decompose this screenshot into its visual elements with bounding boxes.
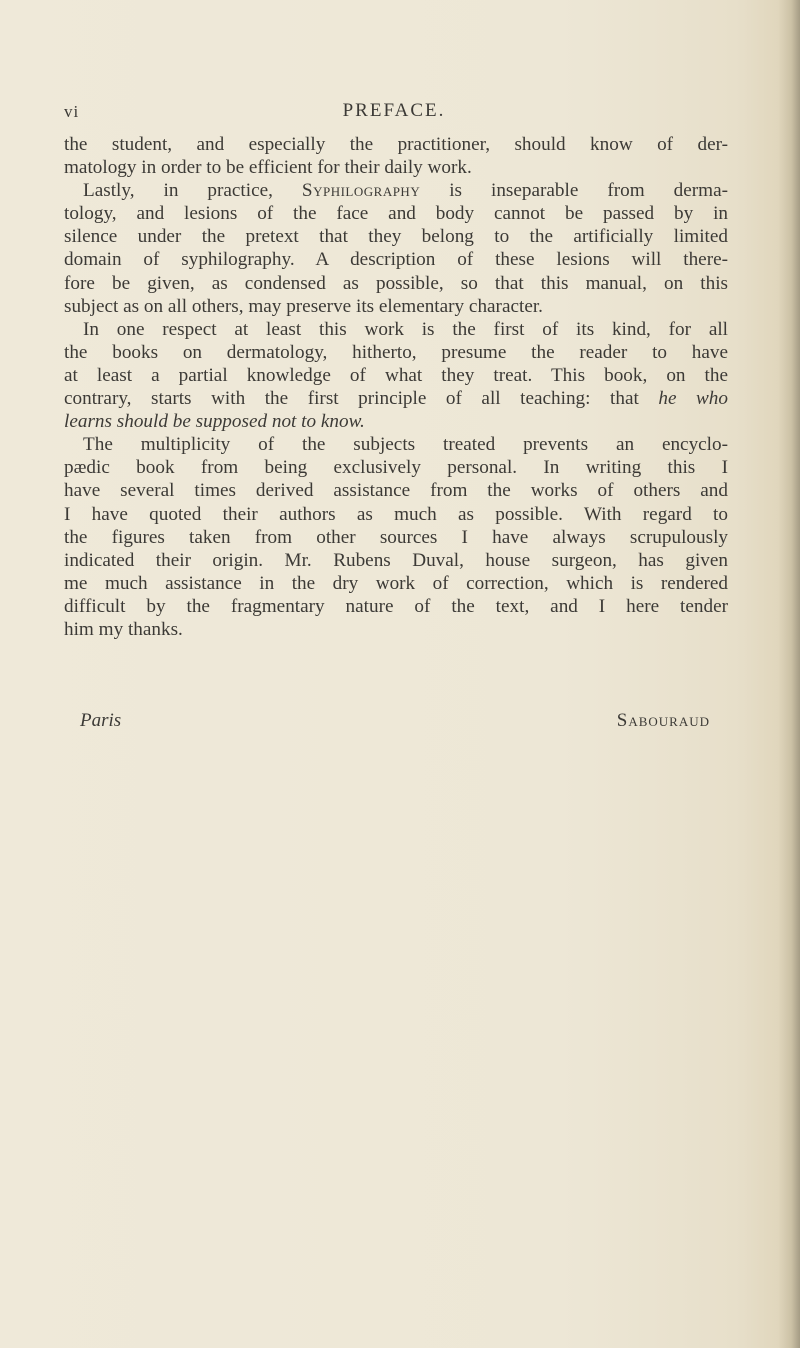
italic-phrase: he who <box>658 388 728 410</box>
text-line: him my thanks. <box>64 618 183 640</box>
text-line <box>64 387 728 410</box>
page-number: vi <box>64 102 80 121</box>
page-gutter-shadow <box>778 0 800 1348</box>
text-line: at least a partial knowledge of what they treat. This book, on the <box>64 364 728 386</box>
text-line: silence under the pretext that they belong to the artificially limited <box>64 226 728 248</box>
text-line: the books on dermatology, hitherto, presume the reader to have <box>64 341 728 363</box>
text-segment: is inseparable from derma- <box>420 180 728 202</box>
text-line: matology in order to be efficient for their daily work. <box>64 157 472 179</box>
page-header <box>64 100 724 130</box>
text-line: subject as on all others, may preserve its elementary character. <box>64 295 543 317</box>
text-line: indicated their origin. Mr. Rubens Duval, house surgeon, has given <box>64 549 728 571</box>
text-line: me much assistance in the dry work of correction, which is rendered <box>64 572 728 594</box>
italic-phrase: learns should be supposed not to know. <box>64 411 365 433</box>
text-line: difficult by the fragmentary nature of the text, and I here tender <box>64 595 728 617</box>
text-line: The multiplicity of the subjects treated prevents an encyclo- <box>83 434 728 456</box>
preface-text <box>64 133 728 641</box>
text-line: domain of syphilography. A description of these lesions will there- <box>64 249 728 271</box>
text-line: have several times derived assistance from the works of others and <box>64 480 728 502</box>
text-line: pædic book from being exclusively personal. In writing this I <box>64 457 728 479</box>
text-line <box>64 179 728 202</box>
text-line: fore be given, as condensed as possible, so that this manual, on this <box>64 272 728 294</box>
text-line: the figures taken from other sources I have always scrupulously <box>64 526 728 548</box>
text-line: In one respect at least this work is the first of its kind, for all <box>83 318 728 340</box>
text-line <box>64 410 728 433</box>
text-segment: Lastly, in practice, <box>83 180 302 202</box>
small-caps-term: Syphilography <box>301 180 421 202</box>
text-line: the student, and especially the practitioner, should know of der- <box>64 134 728 155</box>
signoff <box>80 710 710 736</box>
text-segment: contrary, starts with the first principle of all teaching: that <box>64 388 659 410</box>
text-line: tology, and lesions of the face and body cannot be passed by in <box>64 203 728 225</box>
signoff-place: Paris <box>80 710 122 731</box>
text-line: I have quoted their authors as much as possible. With regard to <box>64 503 728 525</box>
signoff-author: Sabouraud <box>616 710 710 731</box>
running-head: PREFACE. <box>342 100 446 121</box>
